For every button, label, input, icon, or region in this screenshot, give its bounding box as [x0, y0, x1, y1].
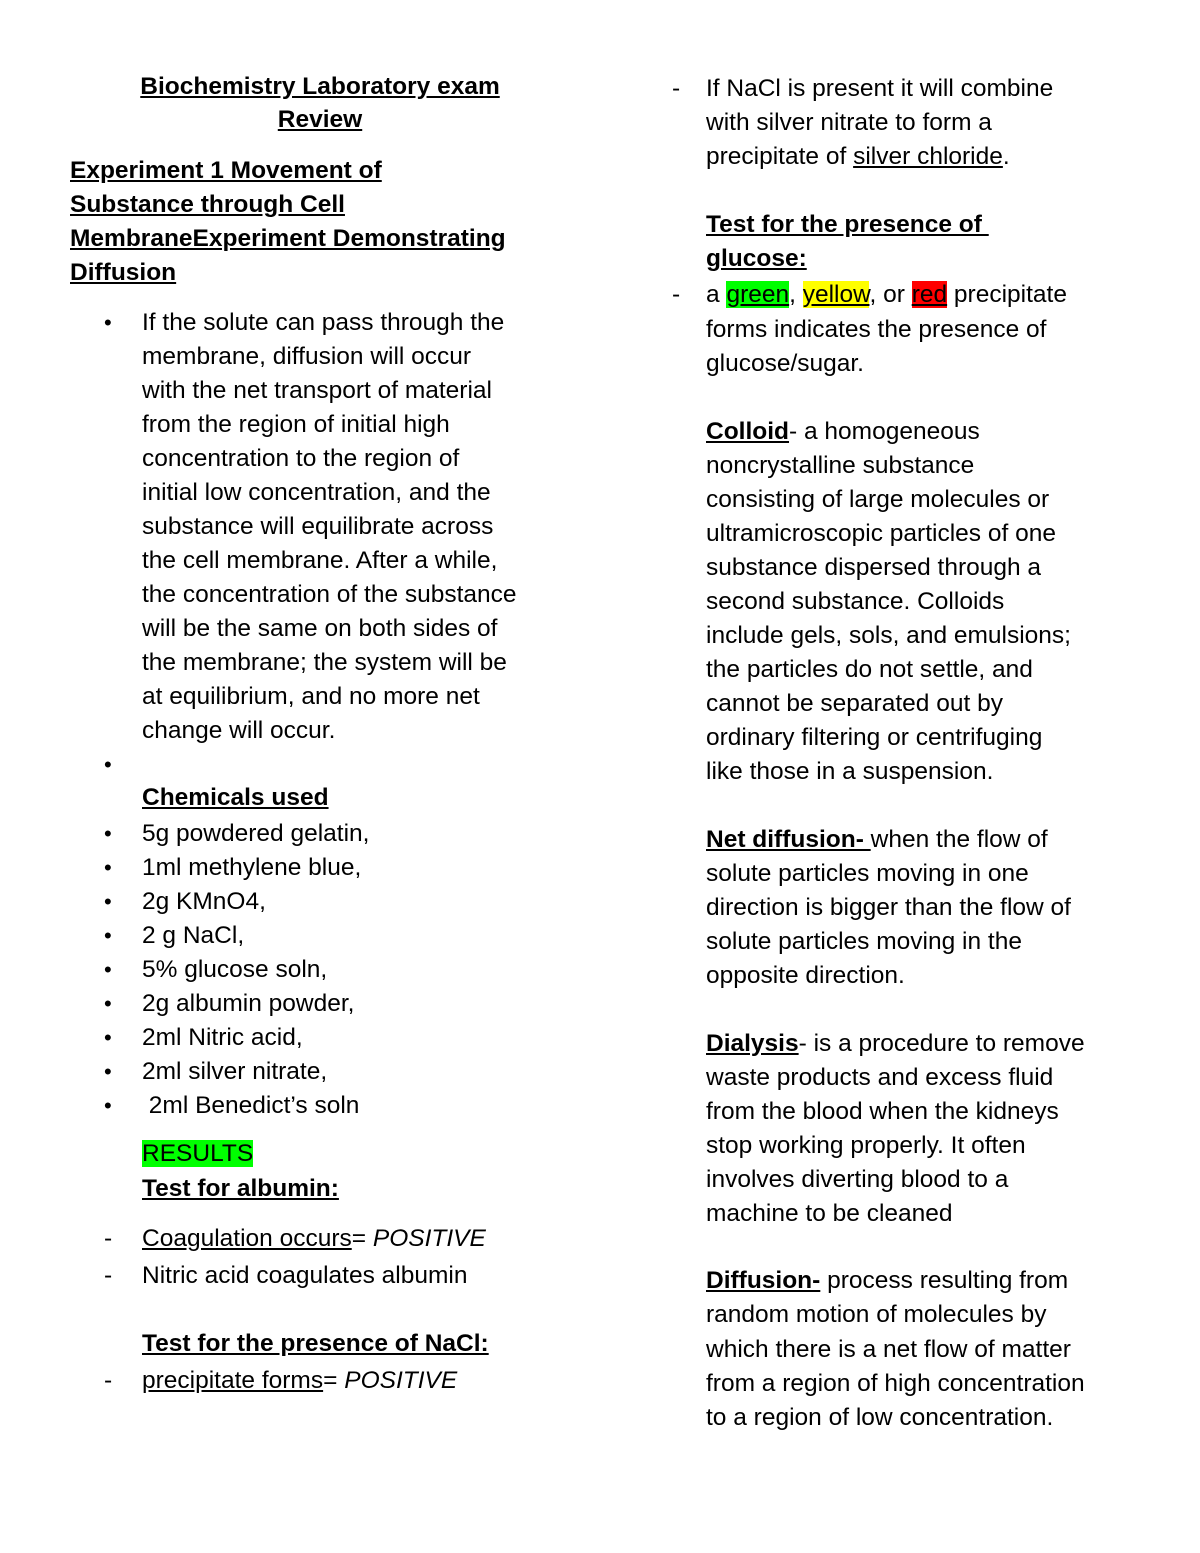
red-highlight: red: [911, 281, 948, 308]
chemical-item: 5% glucose soln,: [142, 956, 328, 983]
bullet-icon: •: [104, 855, 112, 880]
glucose-result-line: [706, 280, 1067, 310]
nacl-heading: Test for the presence of NaCl:: [142, 1330, 489, 1357]
chemical-item: 5g powdered gelatin,: [142, 820, 370, 847]
colloid-definition-line: [706, 417, 980, 447]
paragraph-line: the concentration of the substance: [142, 581, 517, 608]
net-diffusion-definition-line: [706, 825, 1048, 855]
silver-chloride-term: silver chloride: [853, 143, 1003, 170]
paragraph-line: with the net transport of material: [142, 377, 492, 404]
nacl-note-line: If NaCl is present it will combine: [706, 75, 1054, 102]
bullet-icon: •: [104, 1025, 112, 1050]
paragraph-line: If the solute can pass through the: [142, 309, 505, 336]
net-diffusion-definition-line: solute particles moving in the: [706, 928, 1022, 955]
colloid-definition-line: consisting of large molecules or: [706, 486, 1050, 513]
dialysis-definition-line: from the blood when the kidneys: [706, 1098, 1059, 1125]
diffusion-definition-line: [706, 1266, 1068, 1296]
diffusion-definition-line: random motion of molecules by: [706, 1301, 1047, 1328]
bullet-icon: •: [104, 957, 112, 982]
experiment-heading-line: MembraneExperiment Demonstrating: [70, 225, 506, 252]
paragraph-line: the membrane; the system will be: [142, 649, 507, 676]
chemical-item: 2ml Benedict’s soln: [142, 1092, 360, 1119]
net-diffusion-text: when the flow of: [870, 826, 1048, 853]
experiment-heading-line: Experiment 1 Movement of: [70, 157, 382, 184]
equals-sign: =: [323, 1367, 345, 1394]
dialysis-term: Dialysis: [706, 1030, 799, 1057]
paragraph-line: from the region of initial high: [142, 411, 450, 438]
paragraph-line: initial low concentration, and the: [142, 479, 491, 506]
chemical-item: 2ml silver nitrate,: [142, 1058, 328, 1085]
glucose-text: precipitate: [947, 281, 1067, 308]
albumin-heading: Test for albumin:: [142, 1175, 339, 1202]
net-diffusion-definition-line: opposite direction.: [706, 962, 905, 989]
dialysis-definition-line: stop working properly. It often: [706, 1132, 1026, 1159]
paragraph-line: the cell membrane. After a while,: [142, 547, 498, 574]
diffusion-definition-line: from a region of high concentration: [706, 1370, 1085, 1397]
dialysis-definition-line: involves diverting blood to a: [706, 1166, 1009, 1193]
net-diffusion-definition-line: solute particles moving in one: [706, 860, 1029, 887]
diffusion-term: Diffusion-: [706, 1267, 821, 1294]
chemical-item: 2 g NaCl,: [142, 922, 245, 949]
doc-title-line-2: Review: [277, 106, 363, 133]
nacl-note-line: [706, 142, 1010, 172]
green-highlight: green: [726, 281, 790, 308]
doc-title-line-1: Biochemistry Laboratory exam: [140, 73, 500, 100]
dash-icon: -: [104, 1225, 113, 1252]
dialysis-definition-line: [706, 1029, 1085, 1059]
dialysis-text: - is a procedure to remove: [798, 1030, 1085, 1057]
results-label: [142, 1139, 253, 1169]
albumin-result-2: Nitric acid coagulates albumin: [142, 1262, 468, 1289]
colloid-definition-line: noncrystalline substance: [706, 452, 975, 479]
colloid-definition-line: ultramicroscopic particles of one: [706, 520, 1056, 547]
bullet-icon: •: [104, 821, 112, 846]
glucose-text: a: [706, 281, 727, 308]
chemical-item: 1ml methylene blue,: [142, 854, 362, 881]
colloid-text: - a homogeneous: [789, 418, 980, 445]
paragraph-line: at equilibrium, and no more net: [142, 683, 480, 710]
paragraph-line: concentration to the region of: [142, 445, 460, 472]
equals-sign: =: [351, 1225, 373, 1252]
net-diffusion-term: Net diffusion-: [706, 826, 871, 853]
experiment-heading-line: Substance through Cell: [70, 191, 345, 218]
nacl-result-term: precipitate forms: [142, 1367, 324, 1394]
dialysis-definition-line: machine to be cleaned: [706, 1200, 953, 1227]
colloid-definition-line: the particles do not settle, and: [706, 656, 1033, 683]
colloid-definition-line: substance dispersed through a: [706, 554, 1042, 581]
yellow-highlight: yellow: [802, 281, 870, 308]
bullet-icon: •: [104, 923, 112, 948]
glucose-result-line: forms indicates the presence of: [706, 316, 1047, 343]
dialysis-definition-line: waste products and excess fluid: [706, 1064, 1054, 1091]
colloid-definition-line: like those in a suspension.: [706, 758, 994, 785]
glucose-heading-line: glucose:: [706, 245, 807, 272]
bullet-icon: •: [104, 991, 112, 1016]
colloid-definition-line: ordinary filtering or centrifuging: [706, 724, 1043, 751]
albumin-result-1: [142, 1224, 486, 1254]
dash-icon: -: [104, 1367, 113, 1394]
bullet-icon: •: [104, 310, 112, 335]
experiment-heading-line: Diffusion: [70, 259, 177, 286]
colloid-definition-line: include gels, sols, and emulsions;: [706, 622, 1071, 649]
albumin-result-1-term: Coagulation occurs: [142, 1225, 352, 1252]
chemical-item: 2g KMnO4,: [142, 888, 266, 915]
paragraph-line: change will occur.: [142, 717, 336, 744]
paragraph-line: will be the same on both sides of: [142, 615, 498, 642]
net-diffusion-definition-line: direction is bigger than the flow of: [706, 894, 1071, 921]
chemicals-heading: Chemicals used: [142, 784, 329, 811]
bullet-icon: •: [104, 889, 112, 914]
dash-icon: -: [672, 281, 681, 308]
results-highlight: RESULTS: [142, 1140, 254, 1167]
positive-label: POSITIVE: [344, 1367, 458, 1394]
nacl-note-text: precipitate of: [706, 143, 854, 170]
paragraph-line: substance will equilibrate across: [142, 513, 494, 540]
bullet-icon: •: [104, 1059, 112, 1084]
diffusion-definition-line: to a region of low concentration.: [706, 1404, 1054, 1431]
diffusion-definition-line: which there is a net flow of matter: [706, 1336, 1071, 1363]
glucose-result-line: glucose/sugar.: [706, 350, 864, 377]
bullet-icon: •: [104, 1093, 112, 1118]
dash-icon: -: [104, 1262, 113, 1289]
glucose-text: , or: [869, 281, 912, 308]
bullet-icon: •: [104, 752, 112, 777]
chemical-item: 2ml Nitric acid,: [142, 1024, 303, 1051]
glucose-text: ,: [789, 281, 803, 308]
period: .: [1002, 143, 1010, 170]
colloid-definition-line: cannot be separated out by: [706, 690, 1003, 717]
colloid-definition-line: second substance. Colloids: [706, 588, 1005, 615]
diffusion-text: process resulting from: [820, 1267, 1069, 1294]
colloid-term: Colloid: [706, 418, 790, 445]
chemical-item: 2g albumin powder,: [142, 990, 355, 1017]
nacl-note-line: with silver nitrate to form a: [706, 109, 992, 136]
glucose-heading-line: Test for the presence of: [706, 211, 989, 238]
paragraph-line: membrane, diffusion will occur: [142, 343, 472, 370]
nacl-result-1: [142, 1366, 457, 1396]
positive-label: POSITIVE: [372, 1225, 486, 1252]
dash-icon: -: [672, 75, 681, 102]
